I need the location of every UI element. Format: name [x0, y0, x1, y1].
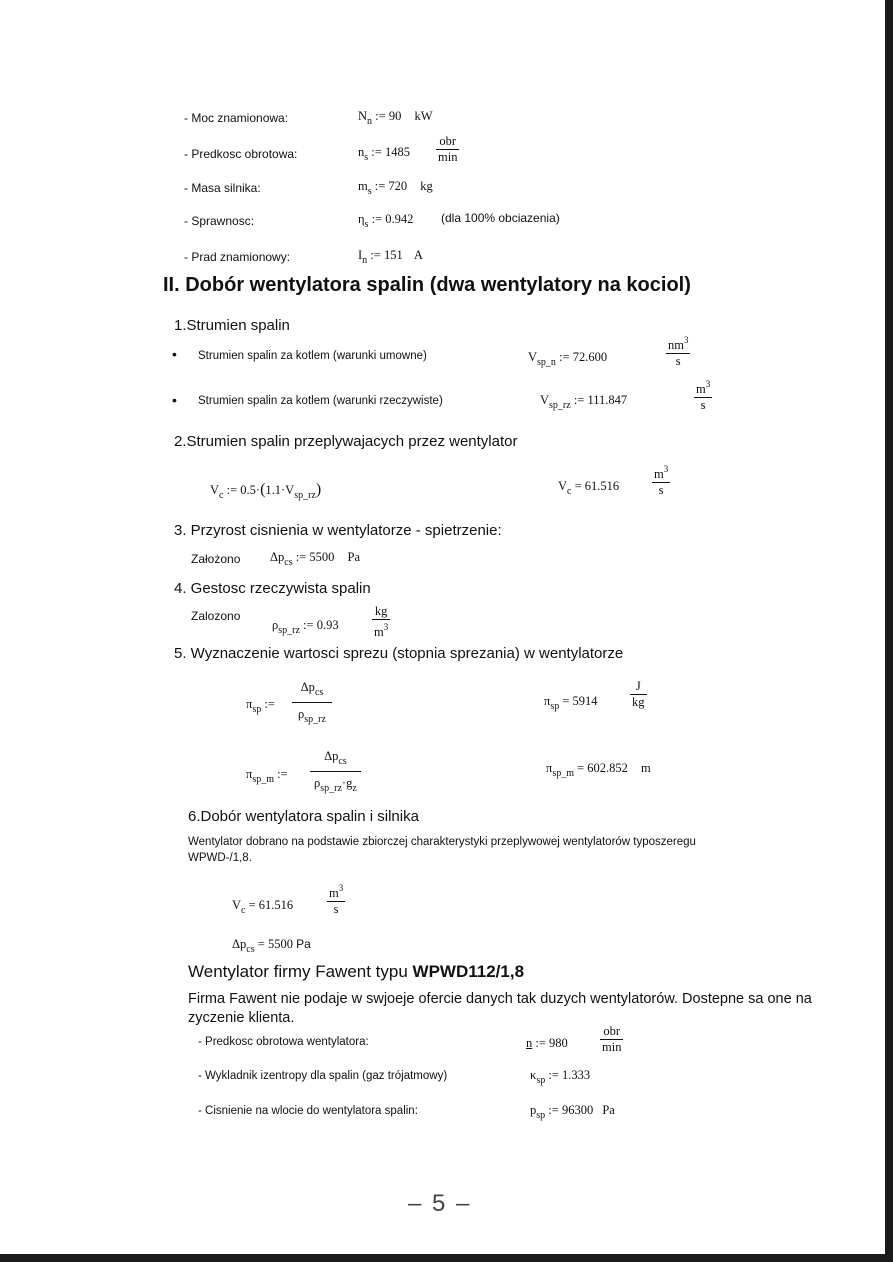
param-label: - Masa silnika:	[184, 181, 261, 195]
s2-definition: $V_c$ := $0.5\cdot(1.1\cdot V_{sp\_rz})$	[210, 481, 322, 501]
param-unit-fraction: obr min	[438, 134, 458, 164]
s5-f1-lhs: $\pi_{sp}$ :=	[246, 697, 275, 715]
s3-assume: Założono	[191, 552, 241, 566]
fan-description: Firma Fawent nie podaje w swjoeje ofercie danych tak duzych wentylatorów. Dostepne sa one na zyczenie klienta.	[188, 991, 812, 1026]
s3-title: 3. Przyrost cisnienia w wentylatorze - spietrzenie:	[174, 522, 502, 539]
s6-vc: $V_c = 61.516$	[232, 898, 294, 916]
fan-item-label: - Wykladnik izentropy dla spalin (gaz trójatmowy)	[198, 1070, 448, 1082]
fan-item-unit: obr min	[602, 1024, 622, 1054]
scan-edge-bottom	[0, 1254, 893, 1262]
s2-result-unit: $\frac{m^3}{s}$	[654, 464, 669, 497]
bullet: •	[172, 346, 177, 362]
param-label: - Sprawnosc:	[184, 214, 255, 228]
s5-f2-fraction: $\Delta p_{cs}$ $\rho_{sp\_rz}\cdot g_z$	[310, 747, 361, 800]
param-note: (dla 100% obciazenia)	[441, 211, 560, 225]
s1-item-unit: $\frac{nm^3}{s}$	[668, 335, 689, 368]
fan-title: Wentylator firmy Fawent typu WPWD112/1,8	[188, 962, 525, 981]
s1-item-label: Strumien spalin za kotlem (warunki rzeczywiste)	[198, 395, 443, 407]
param-label: - Predkosc obrotowa:	[184, 147, 298, 161]
s4-title: 4. Gestosc rzeczywista spalin	[174, 580, 371, 597]
scan-edge-right	[885, 0, 893, 1262]
param-formula: $n_s$ := 1485	[358, 145, 410, 163]
s5-f1-fraction: $\Delta p_{cs}$ $\rho_{sp\_rz}$	[292, 678, 332, 731]
s6-vc-unit: $\frac{m^3}{s}$	[329, 883, 344, 916]
s6-dpcs: $\Delta p_{cs} = 5500$ Pa	[232, 937, 311, 955]
s1-title: 1.Strumien spalin	[174, 317, 290, 334]
s4-unit: $\frac{kg}{m^3}$	[374, 604, 389, 639]
s4-formula: $\rho_{sp\_rz}$ := 0.93	[272, 618, 339, 636]
fan-item-formula: $p_{sp}$ := 96300 Pa	[530, 1103, 615, 1121]
param-formula: $m_s$ := 720 kg	[358, 179, 433, 197]
s1-item-unit: $\frac{m^3}{s}$	[696, 379, 711, 412]
s1-item-label: Strumien spalin za kotlem (warunki umowne)	[198, 350, 427, 362]
s5-title: 5. Wyznaczenie wartosci sprezu (stopnia sprezania) w wentylatorze	[174, 645, 624, 662]
fan-item-formula: $\kappa_{sp}$ := 1.333	[530, 1068, 591, 1086]
page-number: – 5 –	[408, 1190, 472, 1217]
s3-formula: $\Delta p_{cs}$ := 5500 Pa	[270, 550, 361, 568]
fan-item-formula: n := 980	[526, 1036, 568, 1050]
s5-f2-lhs: $\pi_{sp\_m}$ :=	[246, 767, 288, 785]
s6-title: 6.Dobór wentylatora spalin i silnika	[188, 808, 419, 825]
param-formula: $\eta_s$ := 0.942	[358, 212, 414, 230]
fan-item-label: - Predkosc obrotowa wentylatora:	[198, 1036, 369, 1048]
s5-r2: $\pi_{sp\_m} = 602.852$ m	[546, 761, 651, 779]
section-title: II. Dobór wentylatora spalin (dwa wentylatory na kociol)	[163, 274, 691, 296]
s1-item-formula: $V_{sp\_n}$ := 72.600	[528, 350, 608, 368]
s5-r1-unit: $\frac{J}{kg}$	[632, 679, 645, 709]
bullet: •	[172, 392, 177, 408]
s4-assume: Zalozono	[191, 609, 241, 623]
s6-description: Wentylator dobrano na podstawie zbiorczej charakterystyki przeplywowej wentylatorów typoszeregu WPWD-/1,8.	[188, 836, 696, 864]
param-label: - Prad znamionowy:	[184, 250, 291, 264]
param-formula: $N_n$ := 90 kW	[358, 109, 433, 127]
s2-title: 2.Strumien spalin przeplywajacych przez wentylator	[174, 433, 518, 450]
param-label: - Moc znamionowa:	[184, 111, 289, 125]
fan-item-label: - Cisnienie na wlocie do wentylatora spalin:	[198, 1105, 418, 1117]
param-formula: $I_n$ := 151 A	[358, 248, 423, 266]
s2-result: $V_c = 61.516$	[558, 479, 620, 497]
s5-r1: $\pi_{sp} = 5914$	[544, 694, 598, 712]
s1-item-formula: $V_{sp\_rz}$ := 111.847	[540, 393, 628, 411]
